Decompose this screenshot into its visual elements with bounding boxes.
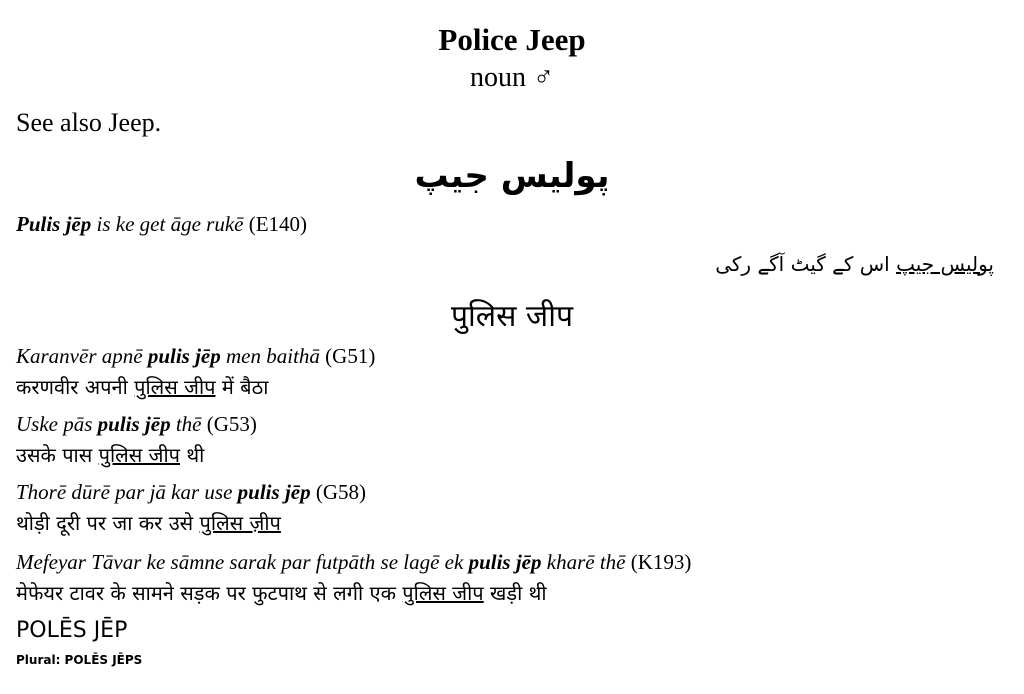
hindi-heading: पुलिस जीप — [450, 299, 574, 334]
hindi-text: मेफेयर टावर के सामने सड़क पर फुटपाथ से लगी एक — [16, 581, 403, 605]
pronunciation: POLĒS JĒP — [16, 618, 128, 643]
example-source: (K193) — [625, 550, 692, 574]
urdu-headword-underlined: پولیس جیپ — [896, 252, 994, 276]
example-hindi — [16, 579, 547, 606]
hindi-text: थोड़ी दूरी पर जा कर उसे — [16, 511, 200, 535]
example-text: Thorē dūrē par jā kar use — [16, 480, 238, 504]
urdu-heading: پولیس جیپ — [414, 156, 610, 196]
example-hindi — [16, 509, 281, 536]
urdu-example-text: اس کے گیٹ آگے رکی — [715, 252, 897, 276]
example-text: Karanvēr apnē — [16, 344, 148, 368]
plural-form: Plural: POLĒS JĒPS — [16, 653, 143, 667]
urdu-example-script — [715, 252, 994, 276]
example-text: kharē thē — [541, 550, 626, 574]
example-source: (E140) — [243, 212, 308, 236]
example-source: (G51) — [319, 344, 376, 368]
example-text: is ke get āge rukē — [91, 212, 244, 236]
headword-bold: pulis jēp — [97, 412, 171, 436]
headword-bold: pulis jēp — [237, 480, 311, 504]
hindi-text: थी — [179, 443, 205, 467]
hindi-text: में बैठा — [215, 375, 269, 399]
example-text: Mefeyar Tāvar ke sāmne sarak par futpāth se lagē ek — [16, 550, 469, 574]
example-text: thē — [170, 412, 202, 436]
example-transliteration — [16, 480, 366, 505]
example-hindi — [16, 441, 204, 468]
hindi-headword-underlined: पुलिस जीप — [134, 375, 216, 399]
example-transliteration — [16, 550, 691, 575]
headword-bold: Pulis jēp — [16, 212, 92, 236]
hindi-text: खड़ी थी — [483, 581, 547, 605]
example-source: (G58) — [310, 480, 367, 504]
hindi-text: करणवीर अपनी — [16, 375, 135, 399]
example-hindi — [16, 373, 268, 400]
hindi-headword-underlined: पुलिस जीप — [402, 581, 484, 605]
hindi-headword-underlined: पुलिस ज़ीप — [199, 511, 281, 535]
headword-bold: pulis jēp — [468, 550, 542, 574]
example-transliteration — [16, 344, 375, 369]
headword-bold: pulis jēp — [147, 344, 221, 368]
entry-title: Police Jeep — [438, 22, 586, 57]
hindi-text: उसके पास — [16, 443, 99, 467]
part-of-speech: noun ♂ — [470, 62, 554, 93]
see-also-note: See also Jeep. — [16, 108, 162, 137]
example-text: Uske pās — [16, 412, 98, 436]
example-text: men baithā — [220, 344, 320, 368]
hindi-headword-underlined: पुलिस जीप — [98, 443, 180, 467]
example-transliteration — [16, 412, 257, 437]
example-source: (G53) — [201, 412, 257, 436]
urdu-example-transliteration — [16, 212, 307, 237]
